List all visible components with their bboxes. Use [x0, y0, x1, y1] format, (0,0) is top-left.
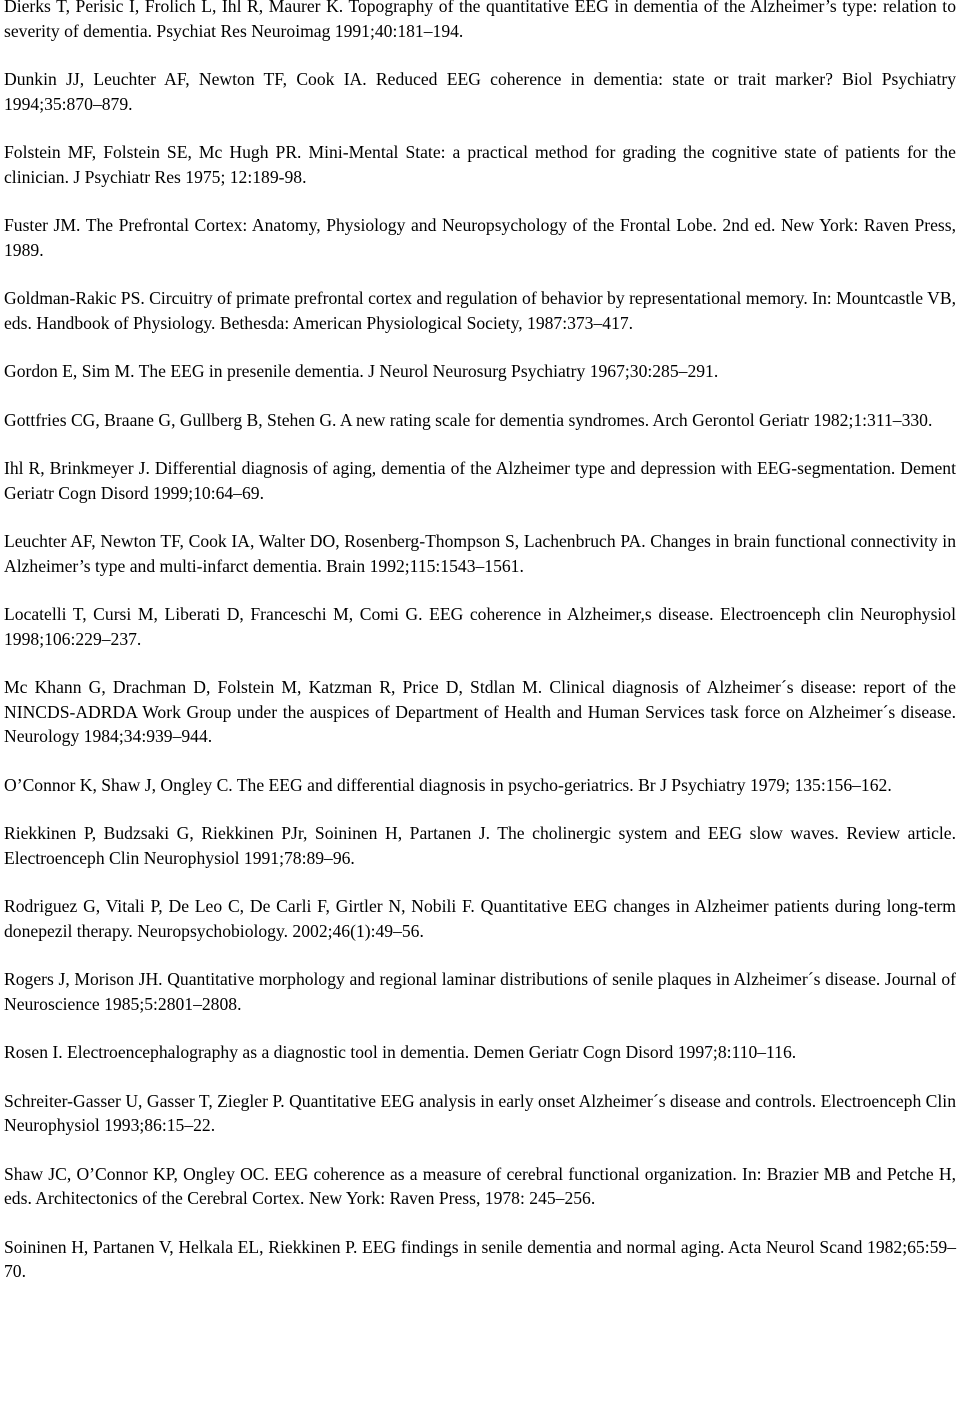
reference-entry: Leuchter AF, Newton TF, Cook IA, Walter DO, Rosenberg-Thompson S, Lachenbruch PA. Changes in brain functional connectivity in Alzheimer’s type and multi-infarct dementia. Brain 1992;115:1543–1561.	[4, 531, 956, 576]
reference-entry: Goldman-Rakic PS. Circuitry of primate prefrontal cortex and regulation of behavior by representational memory. In: Mountcastle VB, eds. Handbook of Physiology. Bethesda: American Physiological Society, 1987:373–417.	[4, 288, 956, 333]
reference-entry: Fuster JM. The Prefrontal Cortex: Anatomy, Physiology and Neuropsychology of the Frontal Lobe. 2nd ed. New York: Raven Press, 1989.	[4, 215, 956, 260]
reference-entry: Dierks T, Perisic I, Frolich L, Ihl R, Maurer K. Topography of the quantitative EEG in dementia of the Alzheimer’s type: relation to severity of dementia. Psychiat Res Neuroimag 1991;40:181–194.	[4, 0, 956, 41]
reference-entry: Dunkin JJ, Leuchter AF, Newton TF, Cook IA. Reduced EEG coherence in dementia: state or trait marker? Biol Psychiatry 1994;35:870–879.	[4, 69, 956, 114]
reference-entry: Shaw JC, O’Connor KP, Ongley OC. EEG coherence as a measure of cerebral functional organization. In: Brazier MB and Petche H, eds. Architectonics of the Cerebral Cortex. New York: Raven Press, 1978: 245–256.	[4, 1163, 956, 1208]
reference-entry: Schreiter-Gasser U, Gasser T, Ziegler P. Quantitative EEG analysis in early onset Alzheimer´s disease and controls. Electroenceph Clin Neurophysiol 1993;86:15–22.	[4, 1090, 956, 1135]
reference-entry: Soininen H, Partanen V, Helkala EL, Riekkinen P. EEG findings in senile dementia and normal aging. Acta Neurol Scand 1982;65:59–70.	[4, 1236, 956, 1281]
reference-entry: O’Connor K, Shaw J, Ongley C. The EEG and differential diagnosis in psycho-geriatrics. Br J Psychiatry 1979; 135:156–162.	[4, 774, 892, 795]
reference-entry: Gottfries CG, Braane G, Gullberg B, Stehen G. A new rating scale for dementia syndromes. Arch Gerontol Geriatr 1982;1:311–330.	[4, 409, 933, 430]
reference-entry: Rosen I. Electroencephalography as a diagnostic tool in dementia. Demen Geriatr Cogn Disord 1997;8:110–116.	[4, 1042, 797, 1062]
reference-entry: Ihl R, Brinkmeyer J. Differential diagnosis of aging, dementia of the Alzheimer type and depression with EEG-segmentation. Dement Geriatr Cogn Disord 1999;10:64–69.	[4, 458, 956, 503]
reference-entry: Folstein MF, Folstein SE, Mc Hugh PR. Mini-Mental State: a practical method for grading the cognitive state of patients for the clinician. J Psychiatr Res 1975; 12:189-98.	[4, 142, 956, 187]
reference-entry: Rodriguez G, Vitali P, De Leo C, De Carli F, Girtler N, Nobili F. Quantitative EEG changes in Alzheimer patients during long-term donepezil therapy. Neuropsychobiology. 2002;46(1):49–56.	[4, 896, 956, 941]
reference-entry: Mc Khann G, Drachman D, Folstein M, Katzman R, Price D, Stdlan M. Clinical diagnosis of Alzheimer´s disease: report of the NINCDS-ADRDA Work Group under the auspices of Department of Health and Human Services task force on Alzheimer´s disease. Neurology 1984;34:939–944.	[4, 677, 956, 746]
reference-list	[4, 0, 956, 1284]
reference-entry: Gordon E, Sim M. The EEG in presenile dementia. J Neurol Neurosurg Psychiatry 1967;30:285–291.	[4, 361, 719, 381]
reference-entry: Locatelli T, Cursi M, Liberati D, Franceschi M, Comi G. EEG coherence in Alzheimer,s disease. Electroenceph clin Neurophysiol 1998;106:229–237.	[4, 604, 956, 649]
reference-entry: Rogers J, Morison JH. Quantitative morphology and regional laminar distributions of senile plaques in Alzheimer´s disease. Journal of Neuroscience 1985;5:2801–2808.	[4, 969, 956, 1014]
reference-entry: Riekkinen P, Budzsaki G, Riekkinen PJr, Soininen H, Partanen J. The cholinergic system and EEG slow waves. Review article. Electroenceph Clin Neurophysiol 1991;78:89–96.	[4, 823, 956, 868]
